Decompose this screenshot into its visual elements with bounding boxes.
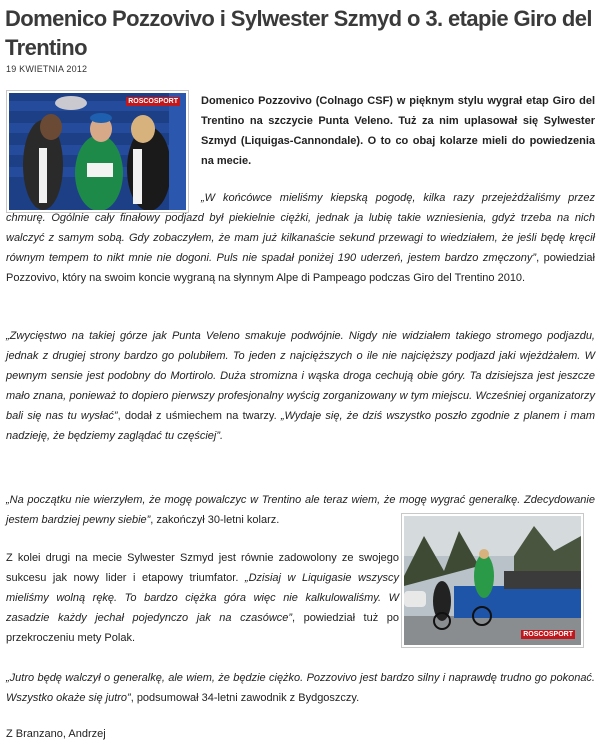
paragraph-2-mid: , dodał z uśmiechem na twarzy.: [117, 410, 281, 422]
quote-3: „Na początku nie wierzyłem, że mogę powalczyc w Trentino ale teraz wiem, że mogę wygrać generalkę. Zdecydowanie jestem bardziej pewny siebie”: [6, 494, 595, 526]
finish-photo: [401, 513, 584, 648]
paragraph-5: [6, 668, 595, 708]
paragraph-1-rest: , powiedział Pozzovivo, który na swoim koncie wygraną na słynnym Alpe di Pampeago podczas Giro del Trentino 2010.: [6, 252, 595, 284]
article-date: 19 KWIETNIA 2012: [6, 64, 88, 74]
article-title: Domenico Pozzovivo i Sylwester Szmyd o 3. etapie Giro del Trentino: [5, 6, 592, 60]
quote-2b: „Wydaje się, że dziś wszystko poszło zgodnie z planem i mam nadzieję, że będziemy zaglądać tu częściej”.: [6, 410, 595, 442]
paragraph-5-rest: , podsumował 34-letni zawodnik z Bydgoszczy.: [130, 692, 360, 704]
paragraph-3-rest: , zakończył 30-letni kolarz.: [150, 514, 280, 526]
lead-text: Domenico Pozzovivo (Colnago CSF) w pięknym stylu wygrał etap Giro del Trentino na szczycie Punta Veleno. Tuż za nim uplasował się Sylwester Szmyd (Liquigas-Cannondale). O to co obaj kolarze mieli do powiedzenia na mecie.: [201, 95, 595, 167]
paragraph-4-text: Z kolei drugi na mecie Sylwester Szmyd jest równie zadowolony ze swojego sukcesu jak nowy lider i etapowy triumfator.: [6, 552, 399, 584]
paragraph-1: [6, 188, 595, 288]
paragraph-4-rest: , powiedział tuż po przekroczeniu mety Polak.: [6, 612, 399, 644]
quote-5: „Jutro będę walczył o generalkę, ale wiem, że będzie ciężko. Pozzovivo jest bardzo silny i naprawdę trudno go pokonać. Wszystko okaże się jutro”: [6, 672, 595, 704]
quote-4: „Dzisiaj w Liquigasie wszyscy mieliśmy wolną rękę. To bardzo ciężka góra więc nie kalkulowaliśmy. W zasadzie każdy jechał pojedynczo jak na czasówce”: [6, 572, 399, 624]
finish-watermark: ROSCOSPORT: [523, 631, 573, 638]
quote-1: „W końcówce mieliśmy kiepską pogodę, kilka razy przejeżdżaliśmy przez chmurę. Ogólnie cały finałowy podjazd był piekielnie ciężki, jednak ja lubię takie wzniesienia, gdyż trzeba na nich walczyć z samym sobą. Gdy zobaczyłem, że mam już kilkanaście sekund przewagi to wiedziałem, że jeśli będę kręcił równym tempem to nikt mnie nie dogoni. Puls nie spadał poniżej 190 uderzeń, jestem bardzo zmęczony”: [6, 192, 595, 264]
byline: Z Branzano, Andrzej: [6, 728, 106, 740]
lead-paragraph: [201, 91, 595, 171]
podium-watermark: ROSCOSPORT: [128, 98, 178, 105]
paragraph-4: [6, 548, 399, 648]
quote-2: „Zwycięstwo na takiej górze jak Punta Veleno smakuje podwójnie. Nigdy nie widziałem takiego stromego podjazdu, jednak z drugiej strony bardzo go polubiłem. To jeden z najcięższych o ile nie najcięższy podjazd jaki wjeżdżałem. W pewnym sensie jest podobny do Mortirolo. Duża stromizna i wąska droga cechują obie góry. Ta dzisiejsza jest jeszcze mało znana, ponieważ to dopiero pierwszy profesjonalny wyścig zorganizowany w tym miejscu. Wcześniej organizatorzy bali się nas tu wysłać”: [6, 330, 595, 422]
paragraph-2: [6, 326, 595, 446]
finish-image: [404, 516, 581, 645]
